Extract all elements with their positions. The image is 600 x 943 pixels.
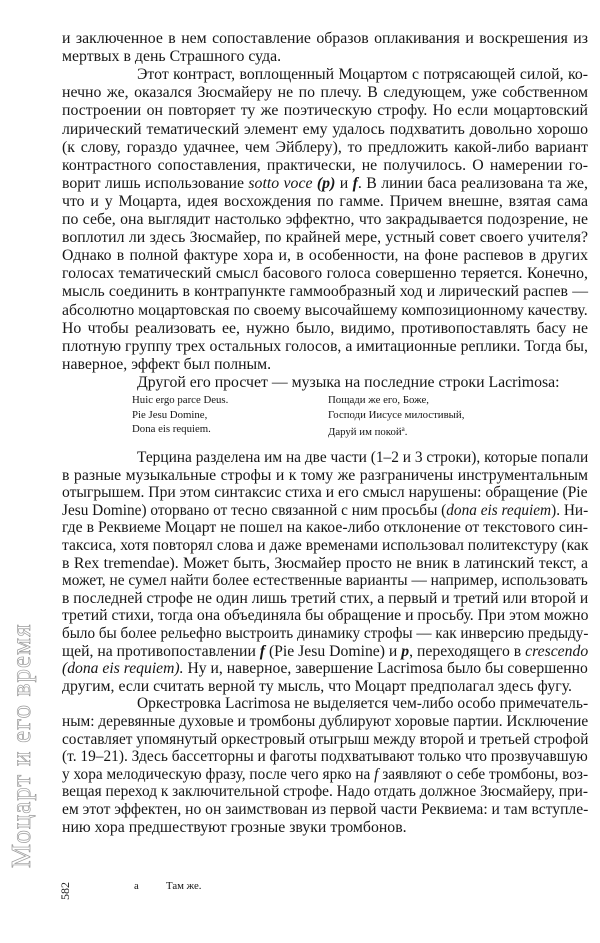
text-segment: Терцина разделена им на две части (1–2 и 3 строки), которые попали xyxy=(137,449,589,466)
text-line xyxy=(62,678,588,696)
text-segment: Оркестровка Lacrimosa не выделяется чем-либо особо примечатель- xyxy=(137,695,589,713)
text-line xyxy=(62,537,589,555)
page-number: 582 xyxy=(58,882,72,900)
text-segment: абсолютно моцартовская по своему высочайшему композиционному качеству. xyxy=(62,301,588,319)
text-segment: ). Ни- xyxy=(551,501,589,519)
text-segment: и заключенное в нем сопоставление образов оплакивания и воскрешения из xyxy=(62,30,588,47)
text-line xyxy=(62,819,588,837)
text-line xyxy=(62,730,589,749)
text-segment: Однако в полной фактуре хора и, в особенности, на фоне распевов в других xyxy=(62,247,588,265)
verse-line: Dona eis requiem. xyxy=(132,423,211,435)
text-line xyxy=(62,356,588,374)
text-line xyxy=(62,625,589,643)
text-line xyxy=(62,265,588,283)
text-segment: Но чтобы реализовать ее, нужно было, видимо, противопоставлять басу не xyxy=(62,319,588,337)
text-line xyxy=(62,139,588,157)
text-line xyxy=(62,30,588,48)
text-segment: ным: деревянные духовые и тромбоны дублируют хоровые партии. Исключение xyxy=(62,713,589,730)
emphasis-text: dona eis requiem xyxy=(446,501,552,519)
text-line xyxy=(62,660,588,678)
text-line xyxy=(62,211,588,229)
text-segment: плотную группу трех остальных голосов, а имитационные реплики. Тогда бы, xyxy=(62,337,588,355)
text-line xyxy=(62,229,588,247)
text-segment: нечно же, оказался Зюсмайеру не по плечу. В следующем, уже собственном xyxy=(62,84,588,102)
text-segment: лирический тематический элемент ему удалось подхватить довольно хорошо xyxy=(62,120,588,138)
text-line xyxy=(62,801,589,819)
text-segment: заявляют о себе тромбоны, воз- xyxy=(378,765,589,783)
emphasis-text: sotto voce xyxy=(248,174,317,192)
text-segment: может, не сумел найти более естественные варианты — например, использовать xyxy=(62,572,588,590)
verse-latin xyxy=(132,393,228,437)
text-line xyxy=(62,642,589,661)
text-segment: в разные музыкальные строфы и к тому же разграничены инструментальным xyxy=(62,466,588,484)
emphasis-text: (p) xyxy=(316,174,336,192)
text-segment: по себе, она выглядит настолько эффектно, что закрадывается подозрение, не xyxy=(62,211,588,228)
running-title: Моцарт и его время xyxy=(6,623,36,868)
text-segment: воплотил ли здесь Зюсмайер, по крайней мере, устный совет своего учителя? xyxy=(62,229,588,247)
footnote-mark: а xyxy=(134,880,139,892)
emphasis-text: f xyxy=(374,765,379,783)
text-line xyxy=(62,765,589,784)
text-line xyxy=(62,467,588,485)
text-line xyxy=(62,713,589,731)
text-segment: что и у Моцарта, идея восхождения по гамме. Причем внешне, взятая сама xyxy=(62,192,588,210)
emphasis-text: f xyxy=(259,642,266,660)
text-line xyxy=(137,66,588,84)
text-line xyxy=(62,572,588,590)
verse-line: Pie Jesu Domine, xyxy=(132,408,208,421)
text-segment: контрастного сопоставления, практически, не получилось. О намерении го- xyxy=(62,156,588,174)
text-line xyxy=(62,501,589,520)
text-segment: , переходящего в xyxy=(409,642,526,660)
text-segment: в последней строфе не один лишь третий стих, а первый и третий или второй и xyxy=(62,589,589,607)
text-line xyxy=(62,175,588,193)
verse-russian xyxy=(328,393,464,437)
text-line xyxy=(62,748,588,766)
text-line xyxy=(137,449,589,467)
emphasis-text: p xyxy=(401,642,410,660)
text-line xyxy=(62,320,588,338)
text-segment: другим, если считать верной ту мысль, что Моцарт предполагал здесь фугу. xyxy=(62,677,572,695)
text-segment: и xyxy=(335,174,353,192)
text-line xyxy=(62,121,588,139)
text-segment: щей, на противопоставлении xyxy=(62,642,260,660)
text-line xyxy=(62,48,588,66)
text-line xyxy=(62,484,588,502)
text-segment: нию хора предшествуют грозные звуки тромбонов. xyxy=(62,818,407,836)
verse-text: Даруй им покой xyxy=(328,426,402,438)
text-line xyxy=(62,607,589,625)
text-segment: в Rex tremendae). Может быть, Зюсмайер просто не вник в латинский текст, а xyxy=(62,554,588,572)
text-line xyxy=(62,193,588,211)
text-segment: построении он повторяет ту же поэтическую строфу. Но если моцартовский xyxy=(62,102,588,120)
text-segment: мысль соединить в контрапункте гаммообразный ход и лирический распев — xyxy=(62,283,588,301)
text-line xyxy=(137,374,588,392)
text-segment: таксиса, хотя повторял слова и даже временами использовал политекстуру (как xyxy=(62,537,589,554)
text-segment: составляет упомянутый оркестровый отыгрыш между второй и третьей строфой xyxy=(62,730,589,748)
text-segment: . В линии баса реализована та же, xyxy=(357,174,588,192)
text-segment: было бы более рельефно выстроить динамику строфы — как инверсию предыду- xyxy=(62,625,589,642)
footnote-text: Там же. xyxy=(166,880,202,892)
text-segment: у хора мелодическую фразу, после чего ярко на xyxy=(62,765,375,783)
verse-punct: . xyxy=(404,426,408,438)
text-line xyxy=(62,555,588,573)
footnote-reference[interactable]: а xyxy=(401,425,405,433)
verse-line: Господи Иисусе милостивый, xyxy=(328,408,465,421)
text-segment: вещая переход к заключительной строфе. Надо отдать должное Зюсмайеру, при- xyxy=(62,783,588,801)
text-segment: третий стихи, тогда она объединяла бы обращение и просьбу. При этом можно xyxy=(62,607,589,625)
verse-line: Huic ergo parce Deus. xyxy=(132,394,229,406)
text-line xyxy=(62,157,588,175)
text-segment: ворит лишь использование xyxy=(62,174,249,192)
text-segment: отыгрышем. При этом синтаксис стиха и его смысл нарушены: обращение (Pie xyxy=(62,484,588,502)
emphasis-text: (dona eis requiem). xyxy=(62,660,184,678)
emphasis-text: crescendo xyxy=(525,642,589,660)
text-line xyxy=(62,589,589,608)
text-segment: Другой его просчет — музыка на последние строки Lacrimosa: xyxy=(137,373,560,391)
text-segment: наверное, эффект был полным. xyxy=(62,355,272,373)
text-line xyxy=(62,302,586,320)
text-segment: Ну и, наверное, завершение Lacrimosa было бы совершенно xyxy=(183,660,588,678)
text-segment: ем этот эффектен, но он заимствован из первой части Реквиема: и там вступле- xyxy=(62,801,589,818)
text-segment: (к слову, гораздо удачнее, чем Эйблеру), то предложить какой-либо вариант xyxy=(62,138,588,156)
text-segment: (т. 19–21). Здесь бассетгорны и фаготы подхватывают только что прозвучавшую xyxy=(62,748,588,766)
text-line xyxy=(62,783,588,801)
text-line xyxy=(62,247,588,265)
text-line xyxy=(62,84,588,102)
text-line xyxy=(137,695,589,713)
text-segment: где в Реквиеме Моцарт не пошел на какое-либо отклонение от текстового син- xyxy=(62,519,588,537)
text-segment: голосах тематический смысл басового голоса совершенно теряется. Конечно, xyxy=(62,265,588,283)
verse-line: Пощади же его, Боже, xyxy=(328,394,429,406)
verse-line-last xyxy=(328,422,464,437)
text-segment: Jesu Domine) оторвано от тесно связанной с ним просьбы ( xyxy=(62,501,447,519)
text-line xyxy=(62,283,588,301)
text-segment: Этот контраст, воплощенный Моцартом с потрясающей силой, ко- xyxy=(137,66,588,84)
text-segment: (Pie Jesu Domine) и xyxy=(265,642,402,660)
text-line xyxy=(62,102,588,120)
text-line xyxy=(62,338,588,356)
emphasis-text: f xyxy=(352,174,358,192)
text-line xyxy=(62,519,586,537)
text-segment: мертвых в день Страшного суда. xyxy=(62,48,282,66)
